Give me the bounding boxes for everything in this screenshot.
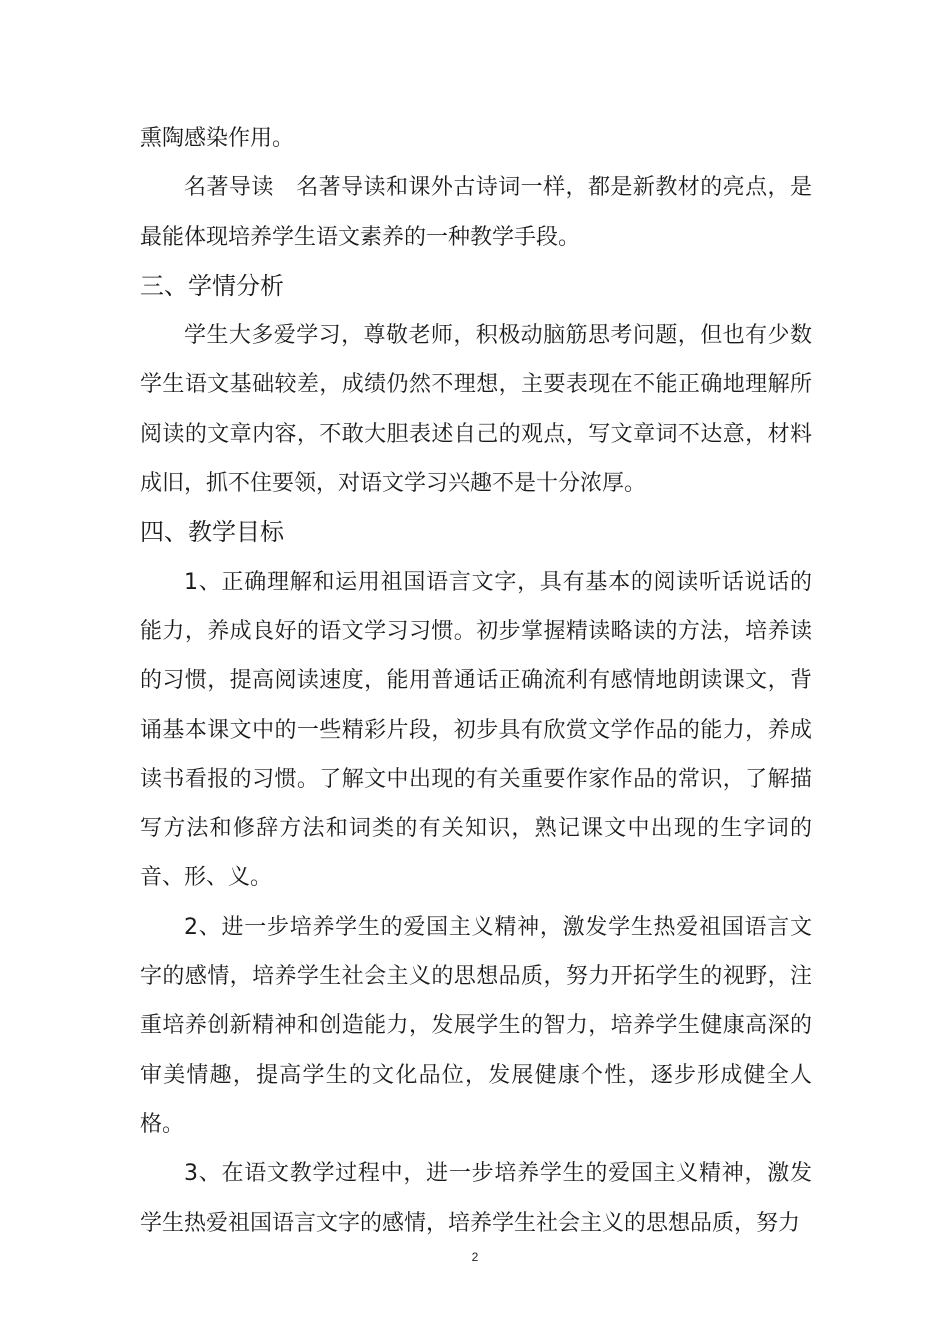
document-body bbox=[140, 114, 812, 1248]
paragraph-student-analysis: 学生大多爱学习，尊敬老师，积极动脑筋思考问题，但也有少数学生语文基础较差，成绩仍然不理想，主要表现在不能正确地理解所阅读的文章内容，不敢大胆表述自己的观点，写文章词不达意，材料成旧，抓不住要领，对语文学习兴趣不是十分浓厚。 bbox=[140, 323, 812, 497]
paragraph-lead-term: 名著导读 bbox=[184, 175, 274, 201]
page-number: 2 bbox=[471, 1250, 479, 1264]
paragraph-continuation: 熏陶感染作用。 bbox=[140, 126, 295, 151]
paragraph-classic-reading bbox=[140, 163, 812, 262]
paragraph-goal-3: 3、在语文教学过程中，进一步培养学生的爱国主义精神，激发学生热爱祖国语言文字的感情，培养学生社会主义的思想品质，努力 bbox=[140, 1161, 812, 1236]
section-heading-student-analysis: 三、学情分析 bbox=[140, 271, 284, 300]
paragraph-goal-1: 1、正确理解和运用祖国语言文字，具有基本的阅读听话说话的能力，养成良好的语文学习习惯。初步掌握精读略读的方法，培养读的习惯，提高阅读速度，能用普通话正确流利有感情地朗读课文，背诵基本课文中的一些精彩片段，初步具有欣赏文学作品的能力，养成读书看报的习惯。了解文中出现的有关重要作家作品的常识，了解描写方法和修辞方法和词类的有关知识，熟记课文中出现的生字词的音、形、义。 bbox=[140, 569, 812, 891]
section-heading-teaching-goals: 四、教学目标 bbox=[140, 518, 284, 547]
paragraph-text: 名著导读和课外古诗词一样，都是新教材的亮点，是最能体现培养学生语文素养的一种教学手段。 bbox=[140, 175, 812, 250]
paragraph-goal-2: 2、进一步培养学生的爱国主义精神，激发学生热爱祖国语言文字的感情，培养学生社会主义的思想品质，努力开拓学生的视野，注重培养创新精神和创造能力，发展学生的智力，培养学生健康高深的审美情趣，提高学生的文化品位，发展健康个性，逐步形成健全人格。 bbox=[140, 914, 812, 1137]
